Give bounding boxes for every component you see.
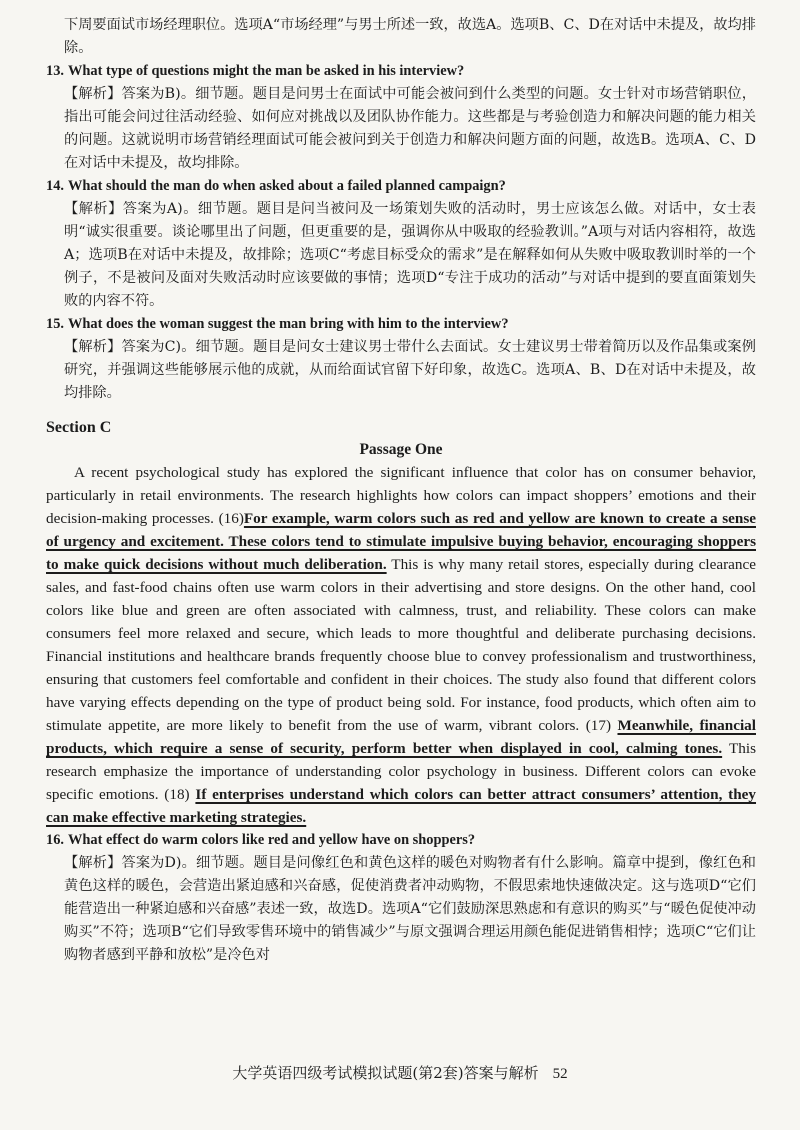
passage-segment: A recent psychological study has explored the significant influence that color has on consumer behavior, particularly in retail environments. The research highlights how colors can impact shoppers’ emotions and their decision-making processes. (16) [46,464,756,527]
top-continuation-text: 下周要面试市场经理职位。选项A“市场经理”与男士所述一致，故选A。选项B、C、D在对话中未提及，故均排除。 [64,17,756,56]
analysis-text: 【解析】答案为A)。细节题。题目是问当被问及一场策划失败的活动时，男士应该怎么做。对话中，女士表明“诚实很重要。谈论哪里出了问题，但更重要的是，强调你从中吸取的经验教训。”A项与对话内容相符，故选A；选项B在对话中未提及，故排除；选项C“考虑目标受众的需求”是在解释如何从失败中吸取教训时举的一个例子，不是被问及面对失败活动时应该要做的事情；选项D“专注于成功的活动”与对话中提到的要直面策划失败的内容不符。 [64,201,756,309]
passage-segment: This research emphasize the importance of understanding color psychology in business. Different colors can evoke specific emotions. (18) [46,740,757,803]
question-16 [46,829,756,967]
question-text: What should the man do when asked about a failed planned campaign? [68,178,506,194]
question-15 [46,313,756,405]
underlined-sentence-17: Meanwhile, financial products, which require a sense of security, perform better when displayed in cool, calming tones. [46,717,756,757]
passage-title: Passage One [359,441,443,458]
footer-title: 大学英语四级考试模拟试题(第2套)答案与解析 [232,1064,539,1082]
question-14 [46,175,756,313]
analysis-text: 【解析】答案为D)。细节题。题目是问像红色和黄色这样的暖色对购物者有什么影响。篇章中提到，像红色和黄色这样的暖色，会营造出紧迫感和兴奋感，促使消费者冲动购物，不假思索地快速做决定。这与选项D“它们能营造出一种紧迫感和兴奋感”表述一致，故选D。选项A“它们鼓励深思熟虑和有意识的购买”与“暖色促使冲动购买”不符；选项B“它们导致零售环境中的销售减少”与原文强调合理运用颜色能促进销售相悖；选项C“它们让购物者感到平静和放松”是冷色对 [64,855,756,963]
question-text: What does the woman suggest the man bring with him to the interview? [68,316,509,332]
analysis-text: 【解析】答案为B)。细节题。题目是问男士在面试中可能会被问到什么类型的问题。女士针对市场营销职位，指出可能会问过往活动经验、如何应对挑战以及团队协作能力。这些都是与考验创造力和解决问题的能力相关的问题。这就说明市场营销经理面试可能会被问到关于创造力和解决问题方面的问题，故选B。选项A、C、D在对话中未提及，故均排除。 [64,86,756,171]
page-footer [0,1062,800,1083]
question-text: What effect do warm colors like red and yellow have on shoppers? [68,832,476,848]
question-number: 14. [46,178,64,194]
passage-segment: This is why many retail stores, especially during clearance sales, and fast-food chains often use warm colors in their advertising and store designs. On the other hand, cool colors like blue and green are often associated with calmness, trust, and reliability. These colors can make consumers feel more relaxed and secure, which leads to more thoughtful and deliberate purchasing decisions. Financial institutions and healthcare brands frequently choose blue to convey professionalism and trustworthiness, ensuring that customers feel comfortable and confident in their choices. The study also found that different colors have varying effects depending on the type of product being sold. For instance, food products, which often aim to stimulate appetite, are more likely to benefit from the use of warm, vibrant colors. (17) [46,556,756,734]
question-number: 13. [46,63,64,79]
section-heading: Section C [46,419,112,436]
question-number: 15. [46,316,64,332]
question-13 [46,60,756,175]
question-number: 16. [46,832,64,848]
question-text: What type of questions might the man be asked in his interview? [68,63,465,79]
passage-text [46,461,756,829]
underlined-sentence-18: If enterprises understand which colors can better attract consumers’ attention, they can make effective marketing strategies. [46,786,757,826]
underlined-sentence-16: For example, warm colors such as red and yellow are known to create a sense of urgency and excitement. These colors tend to stimulate impulsive buying behavior, encouraging shoppers to make quick decisions without much deliberation. [46,510,756,573]
analysis-text: 【解析】答案为C)。细节题。题目是问女士建议男士带什么去面试。女士建议男士带着简历以及作品集或案例研究，并强调这些能够展示他的成就，从而给面试官留下好印象，故选C。选项A、B、D在对话中未提及，故均排除。 [64,339,756,401]
page-number: 52 [552,1066,568,1082]
